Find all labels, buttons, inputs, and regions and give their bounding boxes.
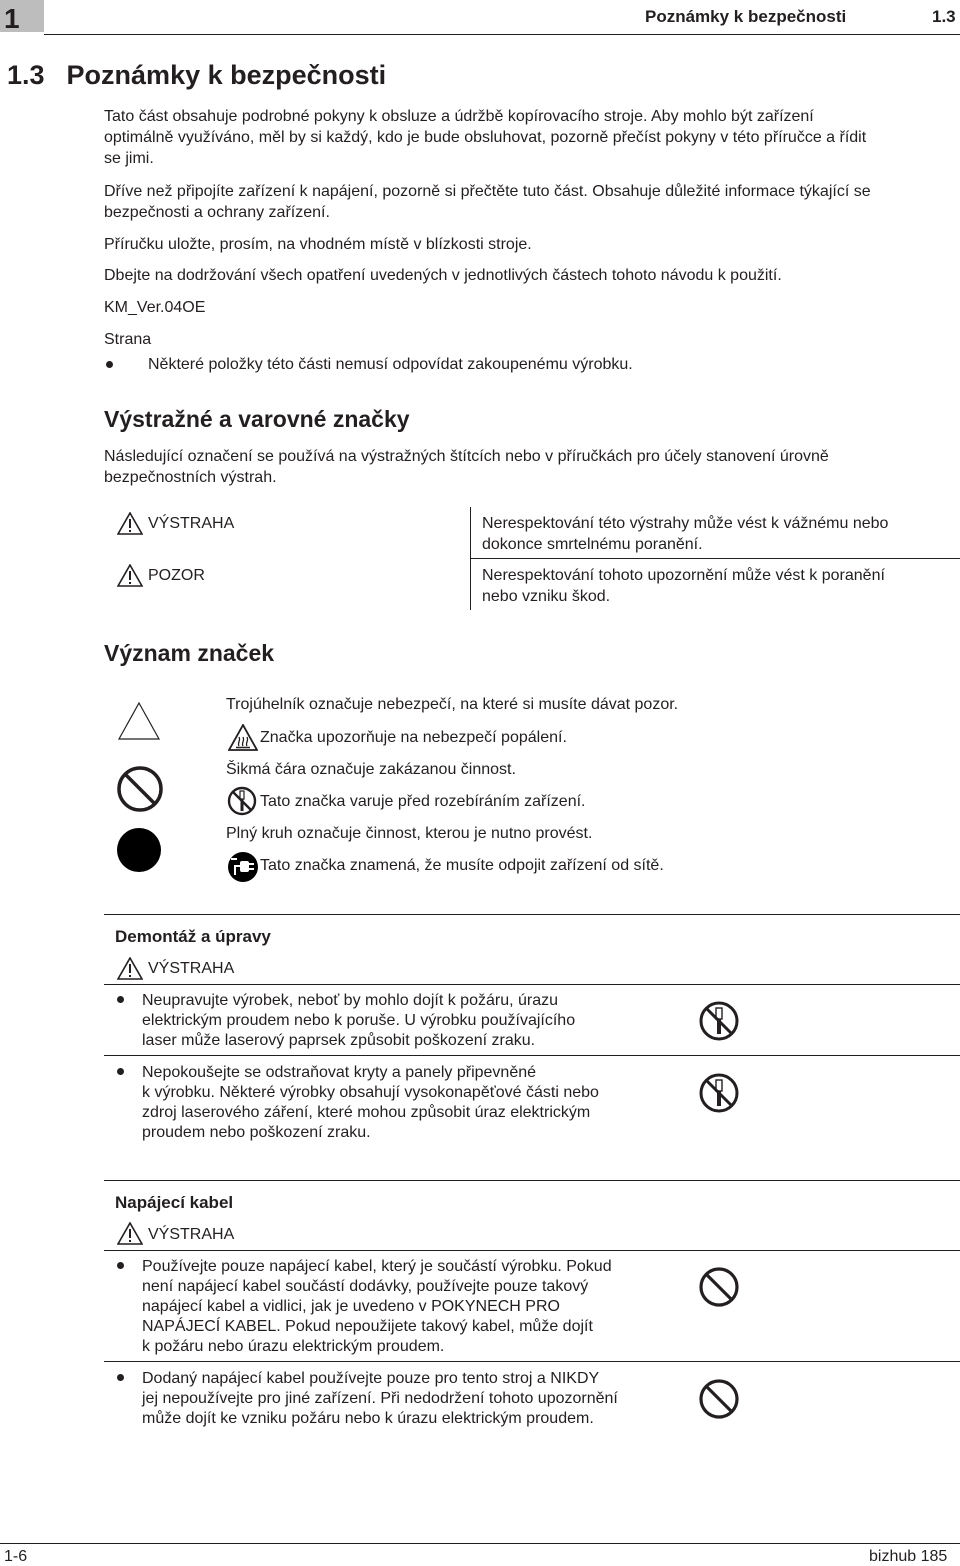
- warning-row-text-1a: Nerespektování této výstrahy může vést k vážnému nebo: [482, 515, 889, 532]
- warning-triangle-icon: [117, 512, 143, 535]
- no-disassembly-icon: [698, 1072, 740, 1114]
- section-title: Poznámky k bezpečnosti: [66, 60, 387, 90]
- footer-page-number: 1-6: [4, 1548, 28, 1565]
- disassembly-heading: Demontáž a úpravy: [115, 927, 271, 946]
- section-heading: [7, 60, 386, 91]
- unplug-icon: [227, 851, 259, 883]
- section-divider: [104, 984, 960, 985]
- disassembly-b1-line-3: laser může laserový paprsek způsobit poškození zraku.: [142, 1032, 536, 1049]
- header-section-number: 1.3: [932, 7, 956, 26]
- warning-row-label-pozor: POZOR: [148, 567, 205, 584]
- table-divider-horizontal: [470, 558, 960, 559]
- bullet-dot: [106, 361, 113, 368]
- power-b2-line-1: Dodaný napájecí kabel používejte pouze pro tento stroj a NIKDY: [142, 1370, 600, 1387]
- caution-triangle-icon: [117, 564, 143, 587]
- bullet-dot: [117, 1068, 124, 1075]
- bullet-dot: [117, 1262, 124, 1269]
- prohibition-icon: [698, 1266, 740, 1308]
- power-b2-line-3: může dojít ke vzniku požáru nebo k úrazu elektrickým proudem.: [142, 1410, 594, 1427]
- symbol-text-burn: Značka upozorňuje na nebezpečí popálení.: [260, 729, 567, 746]
- warning-row-text-2b: nebo vzniku škod.: [482, 588, 611, 605]
- warning-row-label-vystraha: VÝSTRAHA: [148, 515, 235, 532]
- disassembly-b1-line-1: Neupravujte výrobek, neboť by mohlo dojít k požáru, úrazu: [142, 992, 559, 1009]
- no-disassembly-icon: [227, 786, 257, 816]
- power-b2-line-2: jej nepoužívejte pro jiné zařízení. Při nedodržení tohoto upozornění: [142, 1390, 618, 1407]
- bullet-dot: [117, 1374, 124, 1381]
- bullet-divider: [104, 1055, 960, 1056]
- disassembly-b2-line-1: Nepokoušejte se odstraňovat kryty a panely připevněné: [142, 1064, 537, 1081]
- chapter-number-tab: [0, 0, 44, 32]
- prohibition-icon: [116, 765, 164, 813]
- disassembly-b2-line-4: proudem nebo poškození zraku.: [142, 1124, 371, 1141]
- power-cable-level: VÝSTRAHA: [148, 1226, 235, 1243]
- header-title: Poznámky k bezpečnosti: [645, 7, 847, 26]
- section-divider: [104, 1180, 960, 1181]
- header-rule: [44, 34, 960, 35]
- hot-surface-icon: [228, 724, 258, 751]
- power-b1-line-1: Používejte pouze napájecí kabel, který je součástí výrobku. Pokud: [142, 1258, 612, 1275]
- symbol-text-filled-circle: Plný kruh označuje činnost, kterou je nutno provést.: [226, 825, 593, 842]
- symbol-text-disassembly: Tato značka varuje před rozebíráním zařízení.: [260, 793, 586, 810]
- para2-line-1: Dříve než připojíte zařízení k napájení, pozorně si přečtěte tuto část. Obsahuje důležité informace týkající se: [104, 183, 871, 200]
- symbols-heading: Význam značek: [104, 640, 275, 666]
- triangle-outline-icon: [117, 701, 161, 741]
- power-b1-line-3: napájecí kabel a vidlici, jak je uvedeno v POKYNECH PRO: [142, 1298, 560, 1315]
- power-b1-line-5: k požáru nebo úrazu elektrickým proudem.: [142, 1338, 445, 1355]
- filled-circle-icon: [116, 827, 162, 873]
- power-b1-line-4: NAPÁJECÍ KABEL. Pokud nepoužijete takový kabel, může dojít: [142, 1318, 593, 1335]
- intro-line-3: se jimi.: [104, 150, 154, 167]
- para2-line-2: bezpečnosti a ochrany zařízení.: [104, 204, 330, 221]
- footer-rule: [0, 1543, 960, 1544]
- disassembly-b2-line-2: k výrobku. Některé výrobky obsahují vysokonapěťové části nebo: [142, 1084, 599, 1101]
- chapter-number: 1: [4, 3, 20, 34]
- strana-bullet-text: Některé položky této části nemusí odpovídat zakoupenému výrobku.: [148, 356, 633, 373]
- warning-triangle-icon: [117, 1222, 143, 1245]
- section-number: 1.3: [7, 60, 45, 90]
- warnings-desc-line-2: bezpečnostních výstrah.: [104, 469, 277, 486]
- bullet-dot: [117, 996, 124, 1003]
- no-disassembly-icon: [698, 1000, 740, 1042]
- warnings-desc-line-1: Následující označení se používá na výstražných štítcích nebo v příručkách pro účely stanovení úrovně: [104, 448, 829, 465]
- warning-row-text-2a: Nerespektování tohoto upozornění může vést k poranění: [482, 567, 885, 584]
- intro-line-2: optimálně využíváno, měl by si každý, kdo je bude obsluhovat, pozorně přečíst pokyny v této příručce a řídit: [104, 129, 867, 146]
- bullet-divider: [104, 1361, 960, 1362]
- disassembly-b2-line-3: zdroj laserového záření, které mohou způsobit úraz elektrickým: [142, 1104, 591, 1121]
- warnings-heading: Výstražné a varovné značky: [104, 406, 410, 432]
- disassembly-level: VÝSTRAHA: [148, 960, 235, 977]
- warning-triangle-icon: [117, 957, 143, 980]
- power-cable-heading: Napájecí kabel: [115, 1193, 234, 1212]
- symbol-text-unplug: Tato značka znamená, že musíte odpojit zařízení od sítě.: [260, 857, 664, 874]
- warning-row-text-1b: dokonce smrtelnému poranění.: [482, 536, 703, 553]
- symbol-text-slash: Šikmá čára označuje zakázanou činnost.: [226, 761, 516, 778]
- footer-product-name: bizhub 185: [869, 1548, 948, 1565]
- power-b1-line-2: není napájecí kabel součástí dodávky, používejte pouze takový: [142, 1278, 589, 1295]
- intro-line-1: Tato část obsahuje podrobné pokyny k obsluze a údržbě kopírovacího stroje. Aby mohlo být zařízení: [104, 108, 814, 125]
- strana-label: Strana: [104, 331, 152, 348]
- prohibition-icon: [698, 1378, 740, 1420]
- section-divider: [104, 914, 960, 915]
- para4: Dbejte na dodržování všech opatření uvedených v jednotlivých částech tohoto návodu k použití.: [104, 267, 782, 284]
- section-divider: [104, 1250, 960, 1251]
- version-label: KM_Ver.04OE: [104, 299, 206, 316]
- symbol-text-triangle: Trojúhelník označuje nebezpečí, na které si musíte dávat pozor.: [226, 696, 679, 713]
- para3: Příručku uložte, prosím, na vhodném místě v blízkosti stroje.: [104, 236, 532, 253]
- disassembly-b1-line-2: elektrickým proudem nebo k poruše. U výrobku používajícího: [142, 1012, 576, 1029]
